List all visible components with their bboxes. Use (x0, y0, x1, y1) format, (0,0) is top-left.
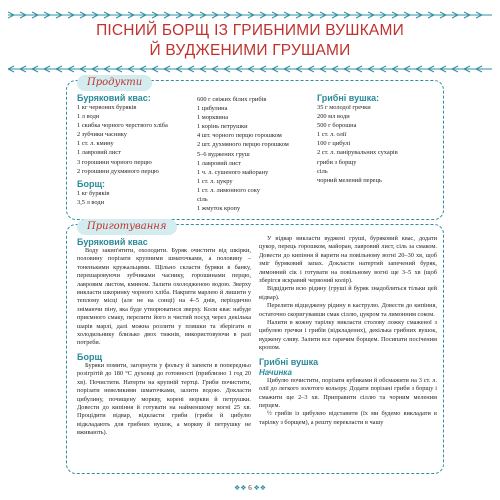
vushka-heading: Грибні вушка (259, 356, 319, 367)
preparation-tag: Приготування (77, 219, 177, 235)
filling-subheading: Начинка (259, 367, 292, 377)
borsch-continued-instructions: У відвар викласти вуджені груші, буряковий квас, додати цукор, перець горошком, майоран, лавровий лист, сіль за смаком. Довести до кипіння й варити на повільному вогні 20–30 хв, щоб зміг буряковий запах. Докласти натертий запечений буряк, лимонний сік і готувати на повільному вогні ще 3–5 хв (щоб зберігся яскравий червоний колір). (259, 235, 437, 285)
ingredient-line: сіль (197, 196, 208, 204)
kvas-ingredients-heading: Буряковий квас: (77, 93, 151, 103)
ingredient-line: 1 ст. л. цукру (197, 177, 233, 185)
ingredient-line: 2 зубчики часнику (77, 131, 127, 139)
borsch-ingredients-heading: Борщ: (77, 178, 106, 189)
products-column-borsch (197, 95, 315, 213)
preparation-panel (66, 221, 444, 474)
ingredient-line: 1 лавровий лист (197, 159, 241, 167)
ingredient-line: 35 г молодої гречки (317, 104, 371, 111)
borsch-heading: Борщ (77, 351, 103, 362)
ingredient-line: 1 ч. л. сушеного майорану (197, 168, 269, 176)
ingredient-line: 1 цибулина (197, 105, 228, 113)
page-number (0, 484, 500, 492)
ingredient-line: 1 скибка чорного черствого хліба (77, 122, 168, 130)
ingredient-line: 100 г цибулі (317, 140, 351, 148)
ingredient-line: 1 кг червоних буряків (77, 104, 137, 111)
strain-instructions: Відцідити всю рідину (груші й буряк знадобляться тільки цей відвар). (259, 285, 437, 301)
vushka-ingredients-heading: Грибні вушка: (317, 93, 380, 103)
ingredient-line: 5–6 вуджених груш (197, 150, 250, 158)
footer-ornament-left: ❖❖ (233, 484, 249, 492)
ingredient-line: 4 шт. чорного перцю горошком (197, 132, 282, 140)
boil-instructions: Перелити відцеджену рідину в каструлю. Довести до кипіння, остаточно скоригувавши смак сіллю, цукром та лимонним соком. (259, 302, 437, 318)
products-column-kvas (77, 93, 195, 207)
page-number-value: 6 (248, 484, 252, 492)
ingredient-line: 1 ст. л. лимонного соку (197, 186, 260, 194)
footer-ornament-right: ❖❖ (251, 484, 267, 492)
products-panel (66, 77, 444, 220)
ingredient-line: чорний мелений перець (317, 176, 382, 184)
ingredient-line: 2 горошини духмяного перцю (77, 167, 159, 175)
ingredient-line: 600 г свіжих білих грибів (197, 96, 267, 103)
filling-instructions: Цибулю почистити, порізати кубиками й обсмажити на 3 ст. л. олії до легкого золотого кольору. Додати порізані гриби з борщу і смажити ще 2–3 хв. Приправити сіллю та чорним меленим перцем. (259, 376, 437, 409)
recipe-title (56, 18, 444, 64)
ingredient-line: 3 горошини чорного перцю (77, 158, 152, 166)
ingredient-line: гриби з борщу (317, 158, 357, 166)
serving-instructions: Налити в кожну тарілку викласти столову ложку смаженої з цибулею гречки і грибів (відкладених), декілька грибних вушок, вуджену сливу. Залити все гарячим борщем. Посипати посіченим кропом. (259, 319, 437, 352)
ingredient-line: 1 морквина (197, 114, 229, 122)
ingredient-line: 1 ст. л. кмину (77, 140, 114, 148)
ingredient-line: сіль (317, 167, 328, 175)
title-line-1: ПІСНИЙ БОРЩ ІЗ ГРИБНИМИ ВУШКАМИ (96, 22, 404, 39)
ingredient-line: 1 корінь петрушки (197, 123, 248, 131)
borsch-instructions: Буряки помити, загорнути у фольгу й запекти в попередньо розігрітій до 180 °С духовці до готовності (приблизно 1 год 20 хв). Почистити. Натерти на крупній тертці. Гриби почистити, порізати невеликими шматочками, залити водою. Докласти цибулину, почищену моркву, корені моркви й петрушки. Довести до кипіння й готувати на найменшому вогні 25 хв. Процідити відвар, відкласти гриби (гриби й цибулю відкладають для грибних вушок, а моркву й петрушку не вживають). (77, 361, 251, 437)
products-column-vushka (317, 93, 439, 185)
title-line-2: Й ВУДЖЕНИМИ ГРУШАМИ (149, 42, 351, 59)
preparation-left-column (77, 237, 251, 438)
ingredient-line: 2 шт. духмяного перцю горошком (197, 141, 289, 149)
ingredient-line: 3,5 л води (77, 198, 105, 206)
ingredient-line: 500 г борошна (317, 122, 357, 130)
ingredient-line: 2 ст. л. панірувальних сухарів (317, 149, 398, 157)
ingredient-line: 1 кг буряків (77, 189, 110, 197)
kvas-heading: Буряковий квас (77, 237, 148, 247)
ingredient-line: 1 жмуток кропу (197, 205, 241, 213)
preparation-right-column (259, 235, 437, 427)
bottom-title-ornament-border (8, 64, 492, 74)
kvas-instructions: Воду закип'ятити, охолодити. Буряк очистити від шкірки, половину порізати крупними шматочками, а половину – тоненькими кружальцями. Щільно скласти буряки в банку, перешаровуючи зубчиками часнику, горошинами перцю, лавровим листом, кмином. Залити охолодженою водою. Зверху викласти шкоринку чорного хліба. Накрити марлею й лишити у теплому місці (але не на сонці) на 4–5 днів, періодично знімаючи піну, яка буде утворюватися зверху. Коли квас набуде приємного смаку, перелити його в чистий посуд через декілька шарів марлі, далі можна розлити у пляшки та зберігати в холодильнику близько двох тижнів, використовуючи в разі потреби. (77, 247, 251, 347)
ingredient-line: 200 мл води (317, 113, 350, 121)
ingredient-line: 1 ст. л. олії (317, 131, 347, 139)
ingredient-line: 1 лавровий лист (77, 149, 121, 157)
products-tag: Продукти (77, 75, 152, 91)
filling-instructions-continued: ½ грибів із цибулею відставити (їх ми будемо викладати в тарілку з борщем), а решту перекласти в чашу (259, 410, 437, 426)
ingredient-line: 1 л води (77, 113, 100, 121)
